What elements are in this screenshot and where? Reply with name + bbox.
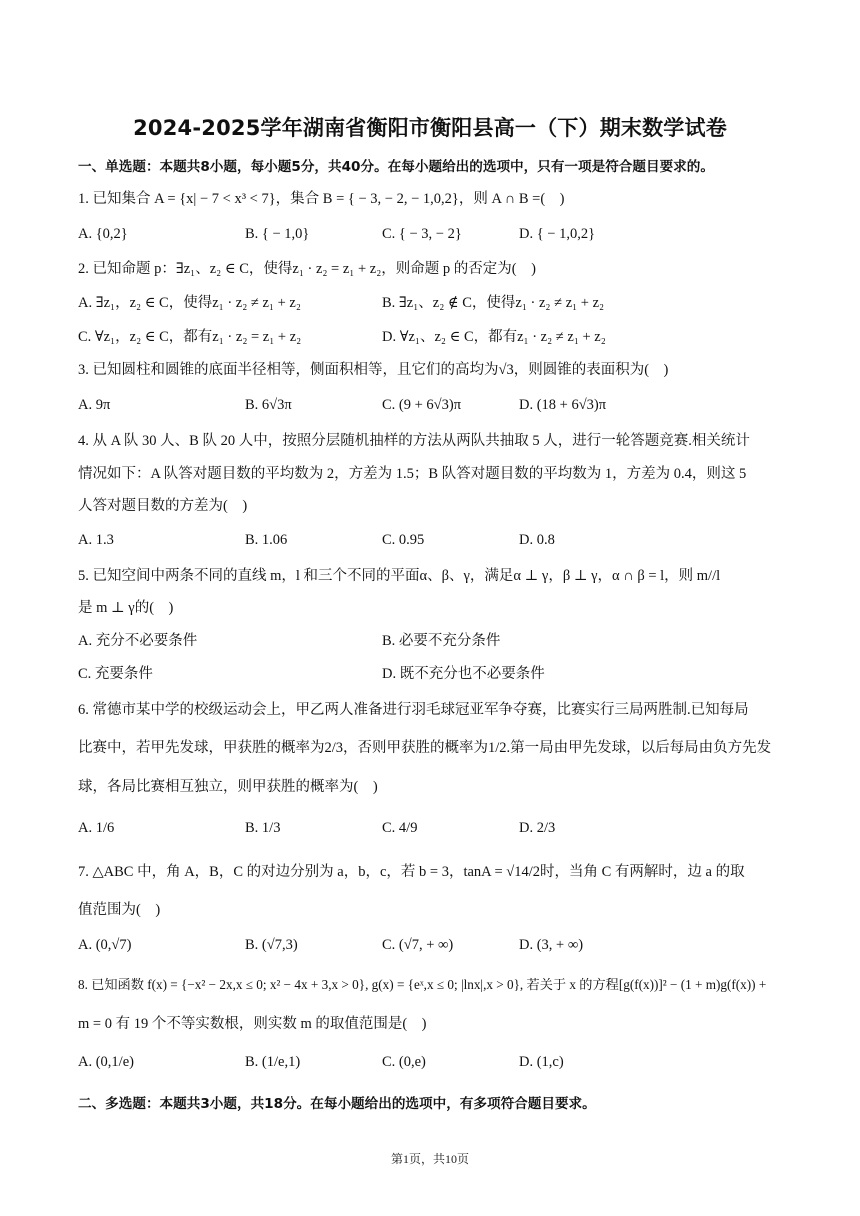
- q5-option-b: B. 必要不充分条件: [382, 633, 501, 649]
- page-footer: 第1页，共10页: [390, 1152, 469, 1166]
- q3-option-c: C. (9 + 6√3)π: [382, 397, 462, 413]
- q5-option-c: C. 充要条件: [78, 666, 153, 682]
- q1-option-b: B. { − 1,0}: [245, 226, 310, 242]
- q4-option-d: D. 0.8: [519, 532, 555, 548]
- question-5-line-2: 是 m ⊥ γ的( ): [78, 600, 174, 616]
- question-6-line-3: 球，各局比赛相互独立，则甲获胜的概率为( ): [78, 779, 378, 795]
- question-7-line-2: 值范围为( ): [78, 902, 161, 918]
- q3-option-a: A. 9π: [78, 397, 111, 413]
- q8-option-b: B. (1/e,1): [245, 1054, 301, 1070]
- q4-option-b: B. 1.06: [245, 532, 288, 548]
- q8-option-d: D. (1,c): [519, 1054, 564, 1070]
- q3-option-d: D. (18 + 6√3)π: [519, 397, 607, 413]
- q2-option-c: C. ∀z₁，z₂ ∈ C，都有z₁ · z₂ = z₁ + z₂: [78, 329, 302, 345]
- q3-option-b: B. 6√3π: [245, 397, 292, 413]
- question-7-line-1: 7. △ABC 中，角 A，B，C 的对边分别为 a，b，c，若 b = 3，tanA = √14/2时，当角 C 有两解时，边 a 的取: [78, 864, 745, 880]
- q6-option-c: C. 4/9: [382, 820, 418, 836]
- q8-option-c: C. (0,e): [382, 1054, 426, 1070]
- q4-option-a: A. 1.3: [78, 532, 114, 548]
- q7-option-c: C. (√7, + ∞): [382, 937, 454, 953]
- question-2-stem: 2. 已知命题 p：∃z₁、z₂ ∈ C，使得z₁ · z₂ = z₁ + z₂，则命题 p 的否定为( ): [78, 261, 536, 277]
- question-8-line-1: 8. 已知函数 f(x) = {−x² − 2x,x ≤ 0; x² − 4x + 3,x > 0}, g(x) = {eˣ,x ≤ 0; |lnx|,x > 0}, 若关于 x 的方程[g(f(x))]² − (1 + m)g(f(x)) +: [78, 977, 767, 992]
- question-4-line-3: 人答对题目数的方差为( ): [78, 498, 248, 514]
- q8-option-a: A. (0,1/e): [78, 1054, 134, 1070]
- q4-option-c: C. 0.95: [382, 532, 425, 548]
- question-6-line-1: 6. 常德市某中学的校级运动会上，甲乙两人准备进行羽毛球冠亚军争夺赛，比赛实行三局两胜制.已知每局: [78, 702, 749, 718]
- q7-option-b: B. (√7,3): [245, 937, 298, 953]
- page-title: 2024-2025学年湖南省衡阳市衡阳县高一（下）期末数学试卷: [133, 116, 727, 140]
- q1-option-a: A. {0,2}: [78, 226, 128, 242]
- q2-option-a: A. ∃z₁，z₂ ∈ C，使得z₁ · z₂ ≠ z₁ + z₂: [78, 295, 301, 311]
- question-4-line-1: 4. 从 A 队 30 人、B 队 20 人中，按照分层随机抽样的方法从两队共抽取 5 人，进行一轮答题竞赛.相关统计: [78, 433, 750, 449]
- q2-option-b: B. ∃z₁、z₂ ∉ C，使得z₁ · z₂ ≠ z₁ + z₂: [382, 295, 605, 311]
- q1-option-d: D. { − 1,0,2}: [519, 226, 596, 242]
- question-4-line-2: 情况如下：A 队答对题目数的平均数为 2，方差为 1.5；B 队答对题目数的平均数为 1，方差为 0.4，则这 5: [78, 466, 747, 482]
- question-6-line-2: 比赛中，若甲先发球，甲获胜的概率为2/3，否则甲获胜的概率为1/2.第一局由甲先发球，以后每局由负方先发: [78, 740, 772, 756]
- question-3-stem: 3. 已知圆柱和圆锥的底面半径相等，侧面积相等，且它们的高均为√3，则圆锥的表面积为( ): [78, 362, 669, 378]
- section-heading-single: 一、单选题：本题共8小题，每小题5分，共40分。在每小题给出的选项中，只有一项是符合题目要求的。: [78, 159, 714, 175]
- question-1-stem: 1. 已知集合 A = {x| − 7 < x³ < 7}，集合 B = { − 3, − 2, − 1,0,2}，则 A ∩ B =( ): [78, 191, 565, 207]
- q5-option-a: A. 充分不必要条件: [78, 633, 198, 649]
- q1-option-c: C. { − 3, − 2}: [382, 226, 462, 242]
- question-5-line-1: 5. 已知空间中两条不同的直线 m，l 和三个不同的平面α、β、γ，满足α ⊥ γ，β ⊥ γ，α ∩ β = l，则 m//l: [78, 568, 721, 584]
- q2-option-d: D. ∀z₁、z₂ ∈ C，都有z₁ · z₂ ≠ z₁ + z₂: [382, 329, 606, 345]
- section-heading-multiple: 二、多选题：本题共3小题，共18分。在每小题给出的选项中，有多项符合题目要求。: [78, 1096, 596, 1112]
- q6-option-a: A. 1/6: [78, 820, 115, 836]
- q7-option-a: A. (0,√7): [78, 937, 132, 953]
- q6-option-d: D. 2/3: [519, 820, 556, 836]
- q5-option-d: D. 既不充分也不必要条件: [382, 666, 545, 682]
- q7-option-d: D. (3, + ∞): [519, 937, 584, 953]
- q6-option-b: B. 1/3: [245, 820, 281, 836]
- question-8-line-2: m = 0 有 19 个不等实数根，则实数 m 的取值范围是( ): [78, 1016, 427, 1032]
